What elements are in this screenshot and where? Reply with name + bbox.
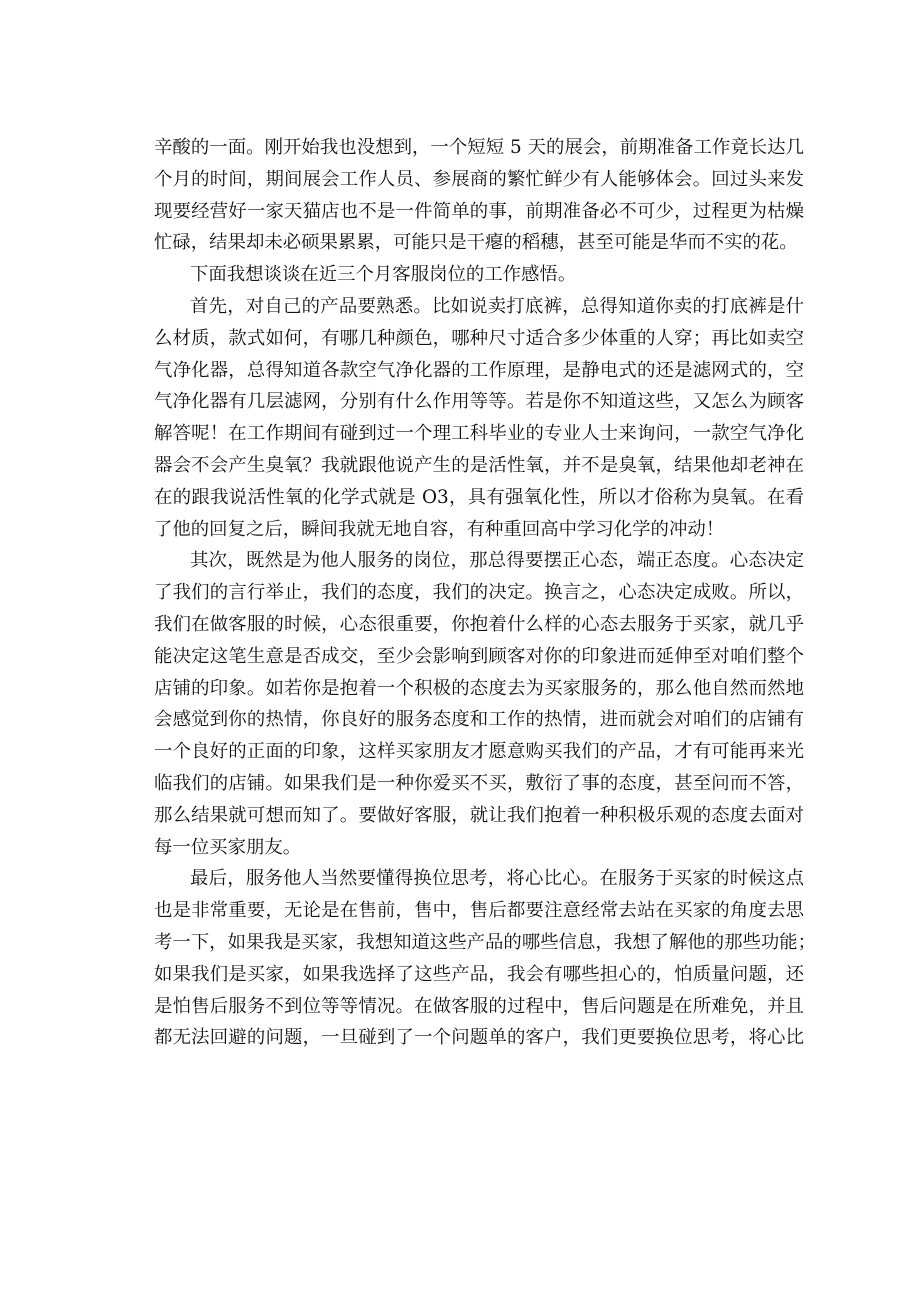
text-line: 其次，既然是为他人服务的岗位，那总得要摆正心态，端正态度。心态决定 [190, 550, 804, 572]
text-line: 器会不会产生臭氧？我就跟他说产生的是活性氧，并不是臭氧，结果他却老神在 [154, 454, 804, 476]
text-line: 最后，服务他人当然要懂得换位思考，将心比心。在服务于买家的时候这点 [190, 868, 804, 890]
text-line: 会感觉到你的热情，你良好的服务态度和工作的热情，进而就会对咱们的店铺有 [154, 709, 804, 731]
text-line: 也是非常重要，无论是在售前，售中，售后都要注意经常去站在买家的角度去思 [154, 900, 804, 922]
text-line: 是怕售后服务不到位等等情况。在做客服的过程中，售后问题是在所难免，并且 [154, 995, 804, 1017]
text-line: 在的跟我说活性氧的化学式就是 O3，具有强氧化性，所以才俗称为臭氧。在看 [154, 486, 804, 508]
paragraph-3 [154, 291, 804, 545]
text-line: 临我们的店铺。如果我们是一种你爱买不买，敷衍了事的态度，甚至问而不答， [154, 772, 804, 794]
text-line: 了他的回复之后，瞬间我就无地自容，有种重回高中学习化学的冲动！ [154, 518, 725, 540]
text-line: 考一下，如果我是买家，我想知道这些产品的哪些信息，我想了解他的那些功能； [154, 931, 817, 953]
text-line: 了我们的言行举止，我们的态度，我们的决定。换言之，心态决定成败。所以， [154, 582, 804, 604]
text-line: 现要经营好一家天猫店也不是一件简单的事，前期准备必不可少，过程更为枯燥 [154, 200, 804, 222]
text-line: 能决定这笔生意是否成交，至少会影响到顾客对你的印象进而延伸至对咱们整个 [154, 645, 804, 667]
text-line: 气净化器有几层滤网，分别有什么作用等等。若是你不知道这些，又怎么为顾客 [154, 391, 804, 413]
paragraph-4 [154, 545, 804, 863]
text-line: 下面我想谈谈在近三个月客服岗位的工作感悟。 [190, 264, 577, 286]
text-line: 个月的时间，期间展会工作人员、参展商的繁忙鲜少有人能够体会。回过头来发 [154, 168, 804, 190]
paragraph-2 [154, 259, 804, 291]
text-line: 忙碌，结果却未必硕果累累，可能只是干瘪的稻穗，甚至可能是华而不实的花。 [154, 232, 798, 254]
text-line: 如果我们是买家，如果我选择了这些产品，我会有哪些担心的，怕质量问题，还 [154, 963, 804, 985]
text-line: 那么结果就可想而知了。要做好客服，就让我们抱着一种积极乐观的态度去面对 [154, 804, 804, 826]
text-line: 一个良好的正面的印象，这样买家朋友才愿意购买我们的产品，才有可能再来光 [154, 741, 804, 763]
paragraph-1 [154, 132, 804, 259]
text-line: 解答呢！在工作期间有碰到过一个理工科毕业的专业人士来询问，一款空气净化 [154, 423, 804, 445]
text-line: 辛酸的一面。刚开始我也没想到，一个短短 5 天的展会，前期准备工作竟长达几 [154, 137, 804, 158]
body-text [154, 132, 817, 1054]
paragraph-5 [154, 863, 817, 1054]
text-line: 店铺的印象。如若你是抱着一个积极的态度去为买家服务的，那么他自然而然地 [154, 677, 804, 699]
text-line: 首先，对自己的产品要熟悉。比如说卖打底裤，总得知道你卖的打底裤是什 [190, 295, 804, 317]
text-line: 么材质，款式如何，有哪几种颜色，哪种尺寸适合多少体重的人穿；再比如卖空 [154, 327, 804, 349]
text-line: 都无法回避的问题，一旦碰到了一个问题单的客户，我们更要换位思考，将心比 [154, 1027, 804, 1049]
text-line: 我们在做客服的时候，心态很重要，你抱着什么样的心态去服务于买家，就几乎 [154, 613, 804, 635]
text-line: 每一位买家朋友。 [154, 836, 302, 858]
text-line: 气净化器，总得知道各款空气净化器的工作原理，是静电式的还是滤网式的，空 [154, 359, 804, 381]
